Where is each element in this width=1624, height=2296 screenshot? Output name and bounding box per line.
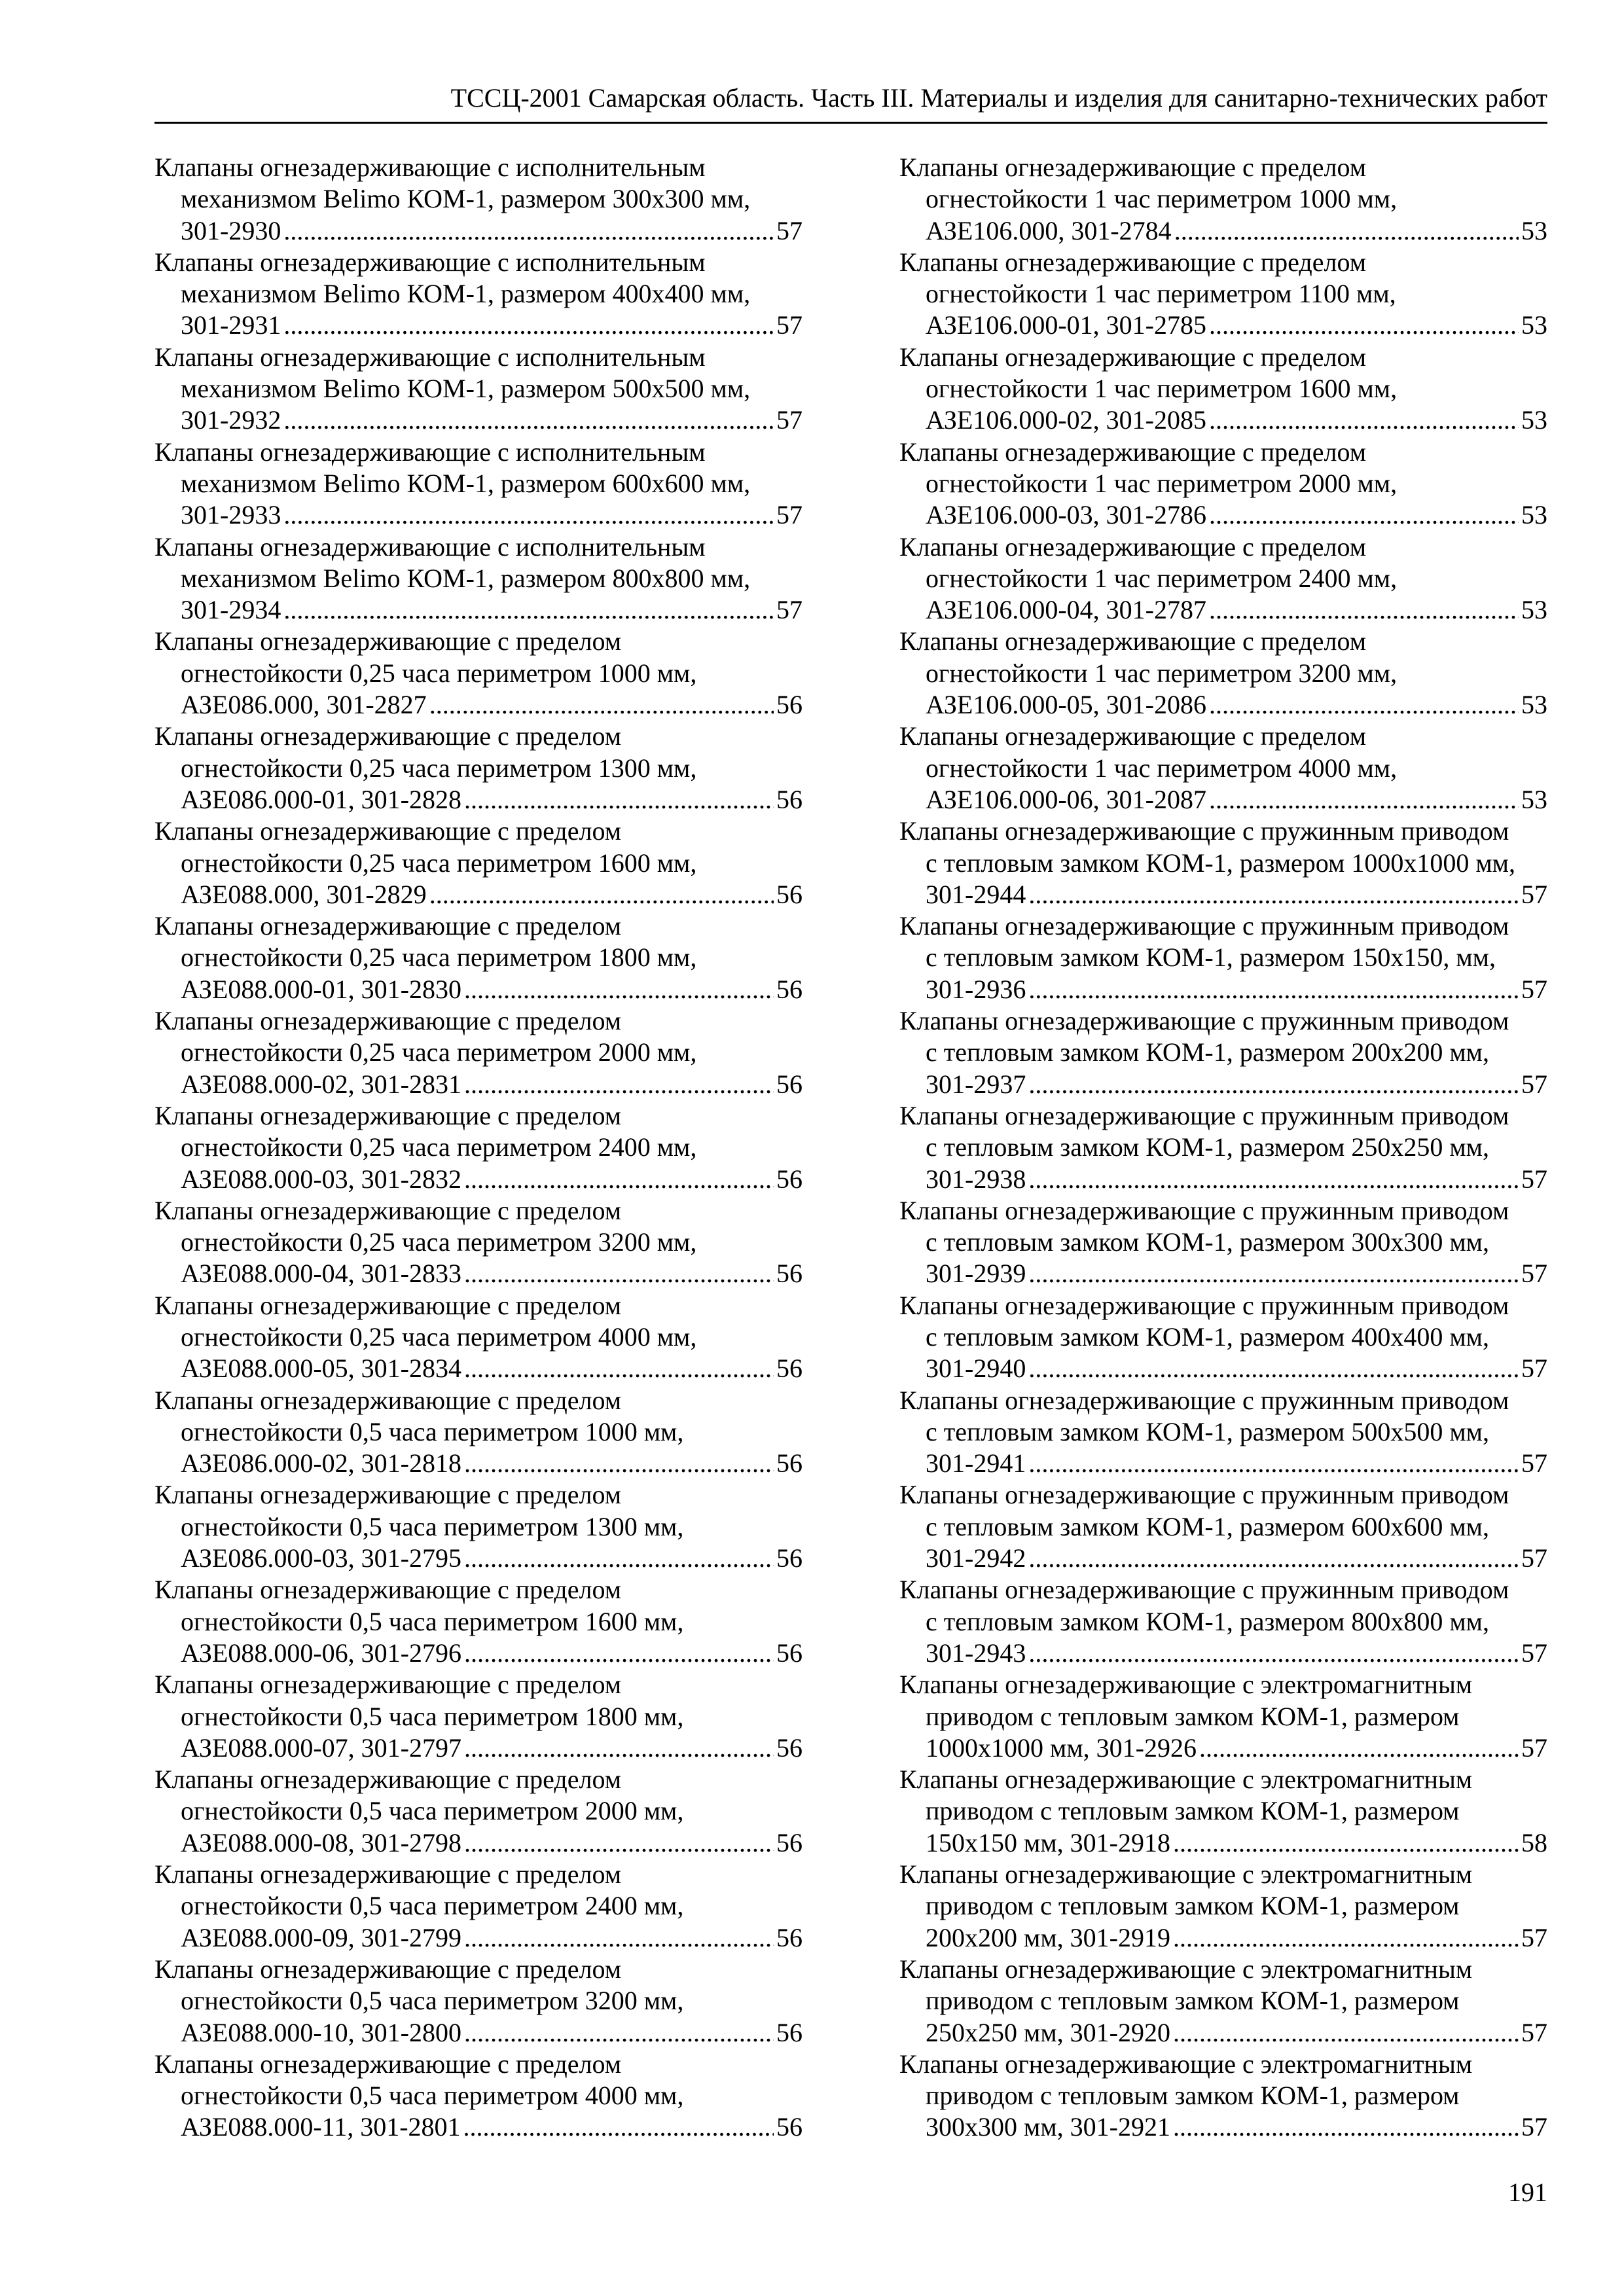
entry-code: АЗЕ088.000-06, 301-2796	[181, 1638, 462, 1668]
entry-code: 250х250 мм, 301-2920	[926, 2017, 1170, 2047]
dot-leader	[1028, 1543, 1519, 1574]
dot-leader	[1028, 879, 1519, 910]
entry-line-2: огнестойкости 0,25 часа периметром 1300 мм,	[181, 753, 697, 783]
entry-line-1: Клапаны огнезадерживающие с пределом	[899, 626, 1367, 656]
entry-line-2: огнестойкости 0,25 часа периметром 4000 мм,	[181, 1321, 697, 1352]
index-column-left	[154, 152, 803, 2144]
entry-code: АЗЕ106.000-03, 301-2786	[926, 500, 1207, 530]
entry-code: АЗЕ088.000-03, 301-2832	[181, 1164, 462, 1194]
entry-line-1: Клапаны огнезадерживающие с пределом	[154, 1670, 622, 1700]
entry-line-3	[154, 310, 803, 341]
entry-code: АЗЕ088.000-02, 301-2831	[181, 1069, 462, 1099]
entry-page-ref: 56	[776, 1543, 803, 1573]
entry-line-2: с тепловым замком КОМ-1, размером 800х800 мм,	[926, 1606, 1489, 1636]
entry-code: 301-2934	[181, 595, 281, 625]
entry-line-1: Клапаны огнезадерживающие с пружинным приводом	[899, 1006, 1509, 1036]
index-entry	[154, 2049, 803, 2144]
entry-page-ref: 56	[776, 1448, 803, 1479]
entry-line-2: с тепловым замком КОМ-1, размером 150х150, мм,	[926, 942, 1496, 973]
entry-line-2: механизмом Belimo КОМ-1, размером 300х300 мм,	[181, 184, 751, 214]
entry-page-ref: 57	[1521, 1638, 1547, 1668]
entry-line-3	[899, 2111, 1547, 2143]
entry-line-3	[899, 2017, 1547, 2049]
entry-line-1: Клапаны огнезадерживающие с пределом	[154, 1480, 622, 1510]
entry-code: 301-2941	[926, 1448, 1026, 1479]
entry-code: АЗЕ106.000-04, 301-2787	[926, 595, 1207, 625]
index-entry	[899, 1954, 1547, 2049]
page-number: 191	[1508, 2178, 1547, 2207]
entry-code: АЗЕ088.000, 301-2829	[181, 879, 427, 909]
entry-page-ref: 57	[1521, 1448, 1547, 1479]
entry-line-1: Клапаны огнезадерживающие с пределом	[899, 721, 1367, 751]
entry-line-3	[154, 404, 803, 436]
dot-leader	[464, 1827, 774, 1859]
index-entry	[899, 1669, 1547, 1764]
entry-line-3	[154, 1922, 803, 1954]
dot-leader	[1209, 499, 1519, 531]
entry-page-ref: 57	[1521, 1354, 1547, 1384]
entry-line-3	[154, 974, 803, 1005]
index-entry	[899, 1479, 1547, 1574]
entry-page-ref: 57	[1521, 1164, 1547, 1194]
entry-page-ref: 57	[776, 215, 803, 245]
dot-leader	[1028, 1069, 1519, 1100]
entry-page-ref: 57	[1521, 1922, 1547, 1952]
index-entry	[154, 721, 803, 816]
entry-line-1: Клапаны огнезадерживающие с пружинным приводом	[899, 816, 1509, 846]
entry-code: АЗЕ086.000-01, 301-2828	[181, 784, 462, 814]
entry-line-2: с тепловым замком КОМ-1, размером 200х200 мм,	[926, 1037, 1489, 1067]
entry-line-2: огнестойкости 0,5 часа периметром 2400 мм,	[181, 1891, 684, 1921]
dot-leader	[283, 215, 774, 247]
index-entry	[899, 1859, 1547, 1954]
entry-line-1: Клапаны огнезадерживающие с электромагнитным	[899, 1859, 1473, 1890]
entry-line-3	[899, 594, 1547, 626]
entry-line-1: Клапаны огнезадерживающие с исполнительным	[154, 247, 706, 277]
entry-page-ref: 57	[776, 500, 803, 530]
entry-page-ref: 56	[776, 1259, 803, 1289]
entry-line-2: огнестойкости 0,5 часа периметром 1000 мм,	[181, 1416, 684, 1446]
entry-line-3	[154, 2017, 803, 2049]
entry-page-ref: 56	[776, 784, 803, 814]
entry-line-3	[899, 1448, 1547, 1479]
index-entry	[154, 816, 803, 910]
index-entry	[154, 1954, 803, 2049]
entry-page-ref: 57	[1521, 1543, 1547, 1573]
dot-leader	[463, 2111, 774, 2143]
index-entry	[899, 816, 1547, 910]
entry-line-3	[899, 499, 1547, 531]
entry-line-3	[154, 594, 803, 626]
entry-line-3	[899, 1543, 1547, 1574]
index-entry	[899, 1385, 1547, 1480]
entry-line-3	[899, 215, 1547, 247]
dot-leader	[1028, 1164, 1519, 1195]
entry-line-2: огнестойкости 0,25 часа периметром 1600 мм,	[181, 848, 697, 878]
entry-code: 301-2942	[926, 1543, 1026, 1573]
entry-line-3	[899, 1827, 1547, 1859]
entry-code: АЗЕ106.000-06, 301-2087	[926, 784, 1207, 814]
index-entry	[899, 152, 1547, 247]
entry-line-1: Клапаны огнезадерживающие с электромагнитным	[899, 1765, 1473, 1795]
entry-page-ref: 56	[776, 1164, 803, 1194]
entry-page-ref: 57	[776, 405, 803, 435]
dot-leader	[1209, 689, 1519, 721]
entry-code: АЗЕ086.000, 301-2827	[181, 690, 427, 720]
entry-line-1: Клапаны огнезадерживающие с пределом	[154, 1195, 622, 1225]
dot-leader	[464, 2017, 774, 2049]
entry-line-1: Клапаны огнезадерживающие с пределом	[154, 626, 622, 656]
entry-code: АЗЕ088.000-08, 301-2798	[181, 1827, 462, 1857]
entry-line-2: с тепловым замком КОМ-1, размером 300х300 мм,	[926, 1227, 1489, 1257]
entry-line-2: механизмом Belimo КОМ-1, размером 400х400 мм,	[181, 279, 751, 309]
entry-line-1: Клапаны огнезадерживающие с электромагнитным	[899, 1670, 1473, 1700]
entry-line-2: огнестойкости 0,5 часа периметром 1800 мм,	[181, 1701, 684, 1731]
entry-line-2: с тепловым замком КОМ-1, размером 1000х1000 мм,	[926, 848, 1515, 878]
entry-page-ref: 56	[776, 974, 803, 1004]
entry-line-1: Клапаны огнезадерживающие с пружинным приводом	[899, 1575, 1509, 1605]
entry-code: 200х200 мм, 301-2919	[926, 1922, 1170, 1952]
entry-line-3	[899, 1164, 1547, 1195]
index-entry	[154, 152, 803, 247]
entry-code: 301-2943	[926, 1638, 1026, 1668]
entry-page-ref: 56	[776, 879, 803, 909]
entry-line-3	[154, 784, 803, 816]
entry-line-1: Клапаны огнезадерживающие с пределом	[154, 1100, 622, 1130]
entry-line-2: приводом с тепловым замком КОМ-1, размером	[926, 2081, 1460, 2111]
entry-line-1: Клапаны огнезадерживающие с электромагнитным	[899, 1954, 1473, 1984]
entry-line-2: приводом с тепловым замком КОМ-1, размером	[926, 1891, 1460, 1921]
entry-line-1: Клапаны огнезадерживающие с пределом	[154, 1575, 622, 1605]
entry-line-2: огнестойкости 0,5 часа периметром 1600 мм,	[181, 1606, 684, 1636]
index-entry	[899, 1195, 1547, 1290]
entry-line-1: Клапаны огнезадерживающие с пределом	[899, 531, 1367, 562]
index-entry	[899, 247, 1547, 342]
dot-leader	[464, 1164, 774, 1195]
index-entry	[899, 910, 1547, 1005]
entry-line-2: огнестойкости 0,25 часа периметром 1000 мм,	[181, 658, 697, 688]
entry-code: АЗЕ088.000-09, 301-2799	[181, 1922, 462, 1952]
index-entry	[154, 531, 803, 626]
dot-leader	[1028, 1638, 1519, 1669]
entry-line-3	[154, 1543, 803, 1574]
entry-line-1: Клапаны огнезадерживающие с пределом	[154, 911, 622, 941]
index-entry	[154, 1574, 803, 1669]
dot-leader	[1173, 2017, 1519, 2049]
entry-line-2: с тепловым замком КОМ-1, размером 400х400 мм,	[926, 1321, 1489, 1352]
entry-line-3	[899, 974, 1547, 1005]
entry-line-1: Клапаны огнезадерживающие с пружинным приводом	[899, 1385, 1509, 1415]
entry-line-2: огнестойкости 1 час периметром 2000 мм,	[926, 468, 1398, 498]
index-entry	[899, 342, 1547, 437]
entry-line-2: огнестойкости 0,25 часа периметром 3200 мм,	[181, 1227, 697, 1257]
entry-page-ref: 56	[776, 1732, 803, 1763]
entry-code: АЗЕ088.000-10, 301-2800	[181, 2017, 462, 2047]
index-entry	[154, 1859, 803, 1954]
entry-line-1: Клапаны огнезадерживающие с пределом	[899, 152, 1367, 182]
entry-line-3	[154, 1069, 803, 1100]
dot-leader	[464, 1732, 774, 1764]
entry-line-3	[154, 2111, 803, 2143]
dot-leader	[464, 974, 774, 1005]
index-entry	[154, 1669, 803, 1764]
entry-page-ref: 56	[776, 1827, 803, 1857]
dot-leader	[1199, 1732, 1519, 1764]
entry-page-ref: 57	[1521, 974, 1547, 1004]
entry-line-3	[154, 689, 803, 721]
entry-line-1: Клапаны огнезадерживающие с пределом	[154, 1290, 622, 1320]
index-entry	[899, 1100, 1547, 1195]
dot-leader	[1209, 594, 1519, 626]
entry-line-3	[899, 1732, 1547, 1764]
index-entry	[154, 1005, 803, 1100]
entry-page-ref: 53	[1521, 690, 1547, 720]
entry-page-ref: 56	[776, 690, 803, 720]
entry-line-3	[899, 1069, 1547, 1100]
entry-code: 301-2932	[181, 405, 281, 435]
entry-line-3	[899, 1922, 1547, 1954]
entry-code: АЗЕ088.000-04, 301-2833	[181, 1259, 462, 1289]
entry-line-1: Клапаны огнезадерживающие с электромагнитным	[899, 2049, 1473, 2079]
entry-page-ref: 56	[776, 1354, 803, 1384]
index-entry	[154, 1100, 803, 1195]
entry-line-3	[899, 689, 1547, 721]
entry-code: 301-2937	[926, 1069, 1026, 1099]
index-entry	[899, 721, 1547, 816]
index-entry	[899, 437, 1547, 531]
entry-code: АЗЕ106.000, 301-2784	[926, 215, 1172, 245]
dot-leader	[1028, 974, 1519, 1005]
dot-leader	[1173, 1827, 1519, 1859]
entry-page-ref: 57	[776, 595, 803, 625]
dot-leader	[464, 1922, 774, 1954]
index-entry	[154, 437, 803, 531]
entry-line-1: Клапаны огнезадерживающие с пружинным приводом	[899, 1290, 1509, 1320]
dot-leader	[283, 310, 774, 341]
entry-code: АЗЕ088.000-01, 301-2830	[181, 974, 462, 1004]
dot-leader	[1028, 1258, 1519, 1289]
entry-code: 301-2938	[926, 1164, 1026, 1194]
entry-page-ref: 56	[776, 2017, 803, 2047]
entry-line-3	[899, 879, 1547, 910]
entry-page-ref: 56	[776, 1069, 803, 1099]
entry-code: 301-2933	[181, 500, 281, 530]
dot-leader	[464, 1258, 774, 1289]
entry-page-ref: 56	[776, 1922, 803, 1952]
entry-line-1: Клапаны огнезадерживающие с исполнительным	[154, 531, 706, 562]
index-entry	[899, 1290, 1547, 1385]
index-entry	[154, 626, 803, 721]
index-entry	[154, 247, 803, 342]
entry-line-1: Клапаны огнезадерживающие с пределом	[154, 1385, 622, 1415]
index-entry	[899, 1764, 1547, 1859]
entry-line-1: Клапаны огнезадерживающие с пределом	[899, 247, 1367, 277]
entry-line-1: Клапаны огнезадерживающие с пределом	[154, 1954, 622, 1984]
entry-line-3	[154, 1258, 803, 1289]
entry-page-ref: 57	[1521, 1069, 1547, 1099]
entry-code: 301-2931	[181, 310, 281, 340]
index-entry	[154, 1290, 803, 1385]
entry-line-2: огнестойкости 0,25 часа периметром 2000 мм,	[181, 1037, 697, 1067]
entry-line-2: огнестойкости 1 час периметром 1000 мм,	[926, 184, 1398, 214]
entry-line-1: Клапаны огнезадерживающие с исполнительным	[154, 342, 706, 372]
dot-leader	[464, 1543, 774, 1574]
entry-line-2: огнестойкости 0,5 часа периметром 2000 мм,	[181, 1796, 684, 1826]
entry-line-1: Клапаны огнезадерживающие с исполнительным	[154, 152, 706, 182]
entry-code: АЗЕ088.000-05, 301-2834	[181, 1354, 462, 1384]
index-entry	[899, 2049, 1547, 2144]
entry-line-2: механизмом Belimo КОМ-1, размером 800х800 мм,	[181, 563, 751, 593]
entry-code: АЗЕ088.000-07, 301-2797	[181, 1732, 462, 1763]
entry-line-1: Клапаны огнезадерживающие с пружинным приводом	[899, 911, 1509, 941]
dot-leader	[1173, 1922, 1519, 1954]
entry-line-3	[899, 404, 1547, 436]
entry-line-2: огнестойкости 0,25 часа периметром 2400 мм,	[181, 1132, 697, 1162]
dot-leader	[1209, 404, 1519, 436]
entry-line-3	[899, 1353, 1547, 1384]
entry-code: 301-2939	[926, 1259, 1026, 1289]
entry-line-2: приводом с тепловым замком КОМ-1, размером	[926, 1796, 1460, 1826]
entry-line-1: Клапаны огнезадерживающие с пружинным приводом	[899, 1195, 1509, 1225]
entry-line-3	[899, 310, 1547, 341]
index-entry	[154, 1195, 803, 1290]
index-entry	[154, 910, 803, 1005]
entry-line-3	[899, 784, 1547, 816]
dot-leader	[1209, 784, 1519, 816]
entry-line-2: огнестойкости 0,5 часа периметром 4000 мм,	[181, 2081, 684, 2111]
entry-line-1: Клапаны огнезадерживающие с пределом	[154, 721, 622, 751]
entry-page-ref: 56	[776, 2112, 803, 2142]
entry-page-ref: 57	[776, 310, 803, 340]
dot-leader	[464, 784, 774, 816]
entry-line-3	[154, 1353, 803, 1384]
dot-leader	[464, 1353, 774, 1384]
entry-code: 300х300 мм, 301-2921	[926, 2112, 1170, 2142]
entry-code: 301-2930	[181, 215, 281, 245]
entry-page-ref: 53	[1521, 310, 1547, 340]
dot-leader	[283, 594, 774, 626]
dot-leader	[464, 1069, 774, 1100]
entry-line-2: механизмом Belimo КОМ-1, размером 500х500 мм,	[181, 374, 751, 404]
dot-leader	[283, 404, 774, 436]
entry-page-ref: 58	[1521, 1827, 1547, 1857]
entry-line-2: огнестойкости 0,5 часа периметром 1300 мм,	[181, 1511, 684, 1541]
index-entry	[154, 1479, 803, 1574]
dot-leader	[464, 1448, 774, 1479]
dot-leader	[1174, 215, 1519, 247]
entry-line-3	[899, 1638, 1547, 1669]
dot-leader	[429, 879, 774, 910]
entry-code: 301-2940	[926, 1354, 1026, 1384]
entry-line-2: огнестойкости 0,5 часа периметром 3200 мм,	[181, 1986, 684, 2016]
dot-leader	[1028, 1448, 1519, 1479]
entry-page-ref: 57	[1521, 2112, 1547, 2142]
entry-page-ref: 53	[1521, 500, 1547, 530]
entry-line-2: огнестойкости 1 час периметром 2400 мм,	[926, 563, 1398, 593]
entry-line-3	[154, 879, 803, 910]
entry-line-1: Клапаны огнезадерживающие с пределом	[899, 437, 1367, 467]
entry-line-1: Клапаны огнезадерживающие с пределом	[154, 1859, 622, 1890]
entry-line-2: с тепловым замком КОМ-1, размером 500х500 мм,	[926, 1416, 1489, 1446]
entry-line-1: Клапаны огнезадерживающие с пружинным приводом	[899, 1100, 1509, 1130]
index-entry	[154, 1764, 803, 1859]
entry-line-3	[154, 1164, 803, 1195]
entry-code: 1000х1000 мм, 301-2926	[926, 1732, 1197, 1763]
entry-line-1: Клапаны огнезадерживающие с пределом	[154, 2049, 622, 2079]
entry-page-ref: 57	[1521, 2017, 1547, 2047]
entry-code: АЗЕ088.000-11, 301-2801	[181, 2112, 461, 2142]
dot-leader	[1209, 310, 1519, 341]
entry-line-2: с тепловым замком КОМ-1, размером 600х600 мм,	[926, 1511, 1489, 1541]
entry-line-3	[899, 1258, 1547, 1289]
entry-line-1: Клапаны огнезадерживающие с исполнительным	[154, 437, 706, 467]
entry-line-2: огнестойкости 1 час периметром 1100 мм,	[926, 279, 1396, 309]
entry-code: АЗЕ086.000-02, 301-2818	[181, 1448, 462, 1479]
entry-line-2: приводом с тепловым замком КОМ-1, размером	[926, 1701, 1460, 1731]
entry-line-2: огнестойкости 0,25 часа периметром 1800 мм,	[181, 942, 697, 973]
entry-line-3	[154, 1827, 803, 1859]
entry-code: 301-2944	[926, 879, 1026, 909]
entry-code: АЗЕ106.000-02, 301-2085	[926, 405, 1207, 435]
entry-page-ref: 53	[1521, 595, 1547, 625]
index-column-right	[899, 152, 1547, 2144]
dot-leader	[464, 1638, 774, 1669]
entry-code: 150х150 мм, 301-2918	[926, 1827, 1170, 1857]
entry-line-1: Клапаны огнезадерживающие с пределом	[899, 342, 1367, 372]
entry-line-1: Клапаны огнезадерживающие с пружинным приводом	[899, 1480, 1509, 1510]
entry-page-ref: 57	[1521, 1732, 1547, 1763]
entry-line-1: Клапаны огнезадерживающие с пределом	[154, 1006, 622, 1036]
entry-line-2: огнестойкости 1 час периметром 1600 мм,	[926, 374, 1398, 404]
entry-line-3	[154, 1638, 803, 1669]
entry-code: 301-2936	[926, 974, 1026, 1004]
entry-line-3	[154, 1732, 803, 1764]
entry-line-2: огнестойкости 1 час периметром 4000 мм,	[926, 753, 1398, 783]
dot-leader	[283, 499, 774, 531]
index-entry	[899, 1005, 1547, 1100]
dot-leader	[1173, 2111, 1519, 2143]
index-entry	[899, 531, 1547, 626]
entry-page-ref: 57	[1521, 879, 1547, 909]
entry-line-2: огнестойкости 1 час периметром 3200 мм,	[926, 658, 1398, 688]
entry-page-ref: 53	[1521, 784, 1547, 814]
entry-page-ref: 57	[1521, 1259, 1547, 1289]
entry-line-1: Клапаны огнезадерживающие с пределом	[154, 816, 622, 846]
entry-page-ref: 53	[1521, 215, 1547, 245]
entry-code: АЗЕ106.000-01, 301-2785	[926, 310, 1207, 340]
entry-line-3	[154, 499, 803, 531]
entry-page-ref: 53	[1521, 405, 1547, 435]
entry-line-3	[154, 1448, 803, 1479]
index-entry	[154, 1385, 803, 1480]
entry-line-2: с тепловым замком КОМ-1, размером 250х250 мм,	[926, 1132, 1489, 1162]
entry-line-2: приводом с тепловым замком КОМ-1, размером	[926, 1986, 1460, 2016]
entry-line-2: механизмом Belimo КОМ-1, размером 600х600 мм,	[181, 468, 751, 498]
entry-line-1: Клапаны огнезадерживающие с пределом	[154, 1765, 622, 1795]
entry-page-ref: 56	[776, 1638, 803, 1668]
entry-code: АЗЕ106.000-05, 301-2086	[926, 690, 1207, 720]
index-entry	[899, 626, 1547, 721]
entry-code: АЗЕ086.000-03, 301-2795	[181, 1543, 462, 1573]
dot-leader	[1028, 1353, 1519, 1384]
dot-leader	[429, 689, 774, 721]
entry-line-3	[154, 215, 803, 247]
running-header: ТССЦ-2001 Самарская область. Часть III. Материалы и изделия для санитарно-технических работ	[154, 79, 1547, 124]
index-entry	[154, 342, 803, 437]
index-entry	[899, 1574, 1547, 1669]
